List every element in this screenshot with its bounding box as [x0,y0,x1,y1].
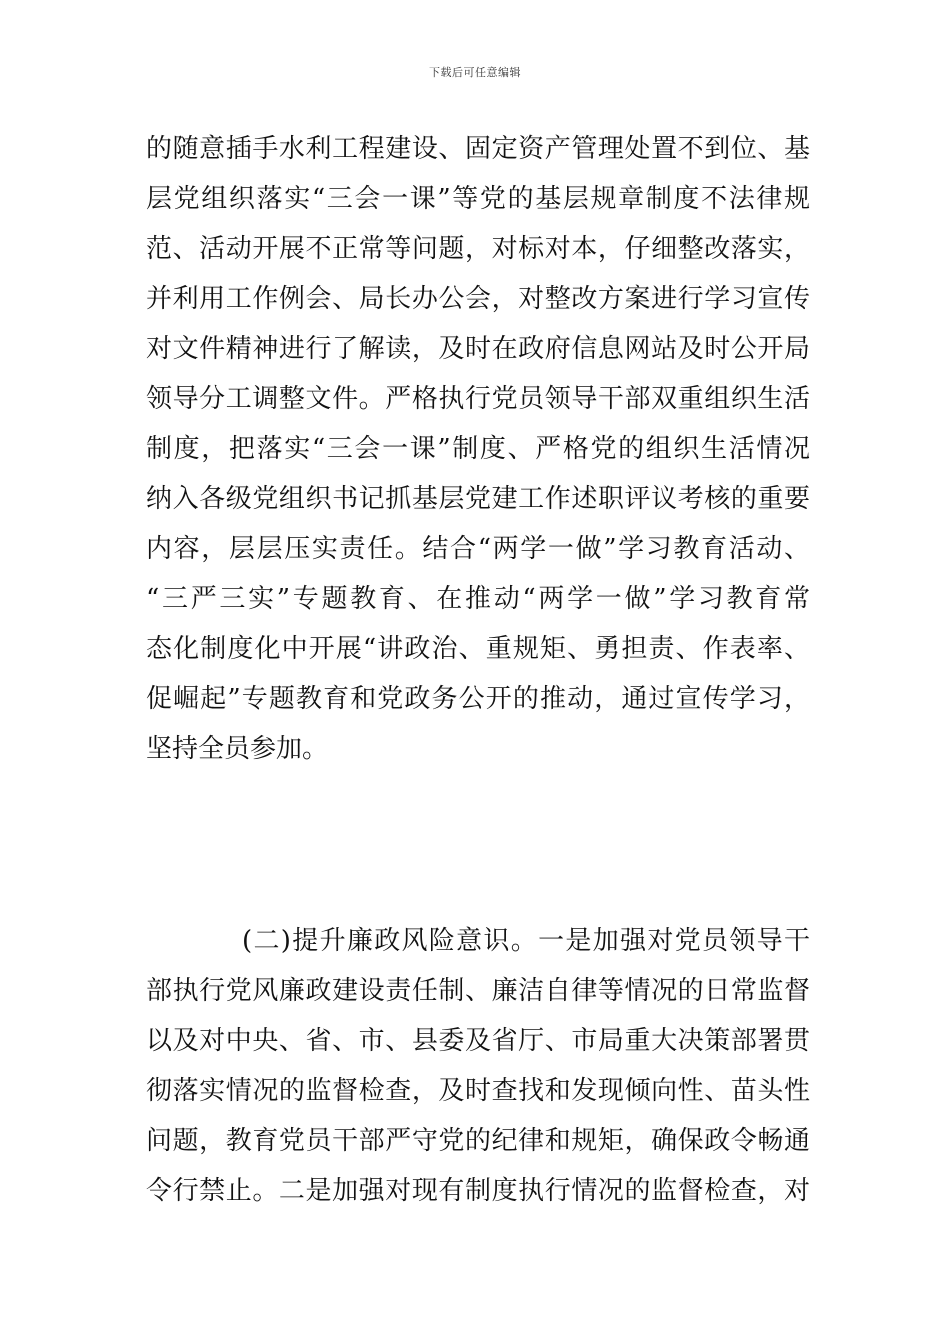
paragraph-line: 令行禁止。二是加强对现有制度执行情况的监督检查，对 [146,1176,810,1206]
paragraph-line: 层党组织落实“三会一课”等党的基层规章制度不法律规 [146,184,810,214]
paragraph-line: 坚持全员参加。 [146,734,329,764]
paragraph-line: 并利用工作例会、局长办公会，对整改方案进行学习宣传 [146,284,810,314]
paragraph-line: 的随意插手水利工程建设、固定资产管理处置不到位、基 [146,134,810,164]
paragraph-line: 领导分工调整文件。严格执行党员领导干部双重组织生活 [146,384,810,414]
paragraph-line: 彻落实情况的监督检查，及时查找和发现倾向性、苗头性 [146,1076,810,1106]
paragraph-line: 问题，教育党员干部严守党的纪律和规矩，确保政令畅通 [146,1126,810,1156]
paragraph-line: 制度，把落实“三会一课”制度、严格党的组织生活情况 [146,434,810,464]
paragraph-line: 范、活动开展不正常等问题，对标对本，仔细整改落实， [146,234,810,264]
paragraph-line: 纳入各级党组织书记抓基层党建工作述职评议考核的重要 [146,484,810,514]
paragraph-line: 态化制度化中开展“讲政治、重规矩、勇担责、作表率、 [146,634,810,664]
paragraph-line: 内容，层层压实责任。结合“两学一做”学习教育活动、 [146,534,810,564]
paragraph-1 [146,124,810,774]
paragraph-line: (二)提升廉政风险意识。一是加强对党员领导干 [242,926,810,956]
paragraph-line: “三严三实”专题教育、在推动“两学一做”学习教育常 [146,584,810,614]
paragraph-line: 对文件精神进行了解读，及时在政府信息网站及时公开局 [146,334,810,364]
paragraph-line: 以及对中央、省、市、县委及省厅、市局重大决策部署贯 [146,1026,810,1056]
paragraph-2 [146,916,810,1216]
paragraph-line: 促崛起”专题教育和党政务公开的推动，通过宣传学习， [146,684,810,714]
paragraph-line: 部执行党风廉政建设责任制、廉洁自律等情况的日常监督 [146,976,810,1006]
page-header: 下载后可任意编辑 [429,66,521,79]
